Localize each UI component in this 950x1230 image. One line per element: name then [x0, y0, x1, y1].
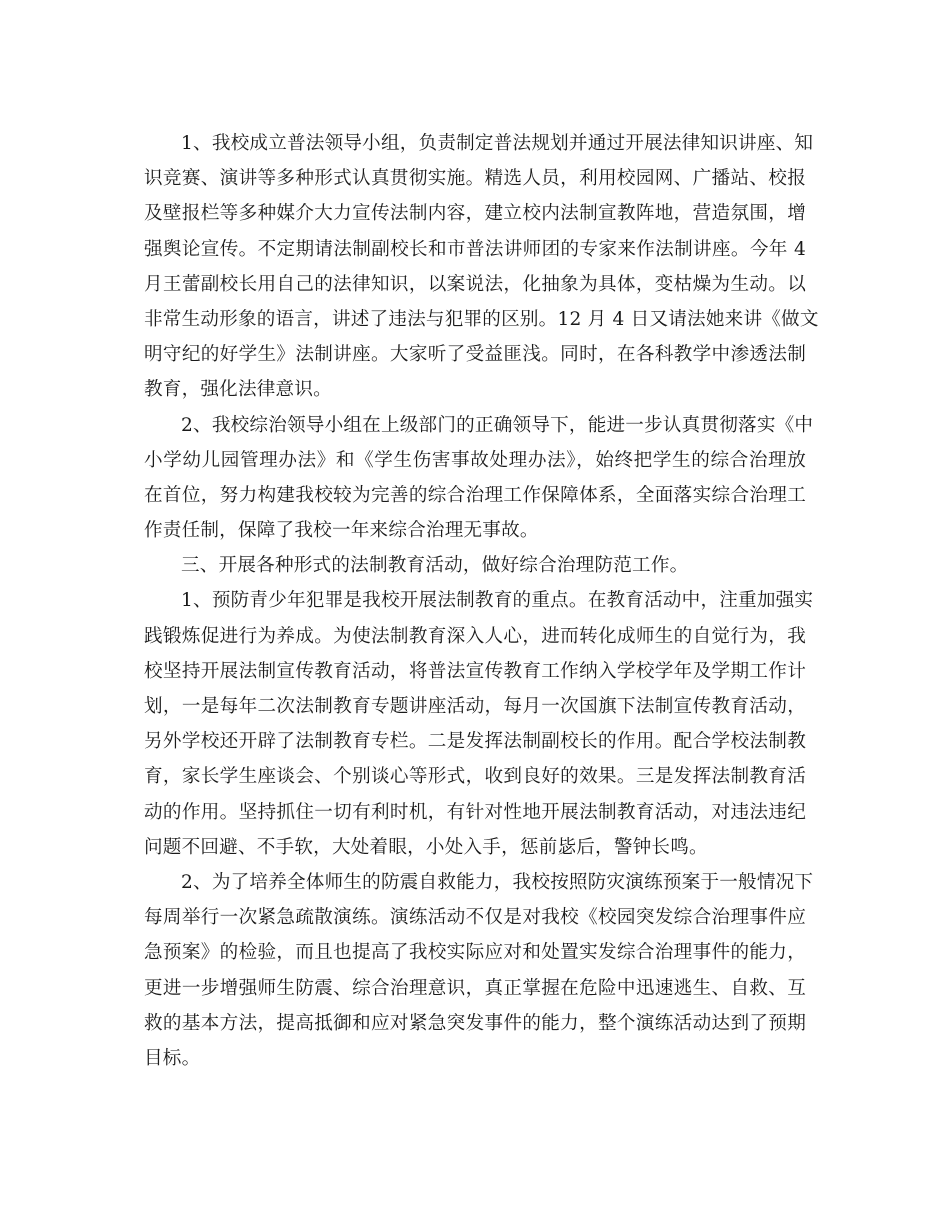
paragraph-line: 急预案》的检验，而且也提高了我校实际应对和处置实发综合治理事件的能力，	[144, 942, 806, 964]
paragraph-first-line: 三、开展各种形式的法制教育活动，做好综合治理防范工作。	[181, 555, 689, 577]
paragraph-line: 目标。	[144, 1047, 201, 1069]
paragraph-first-line: 2、我校综治领导小组在上级部门的正确领导下，能进一步认真贯彻落实《中	[181, 414, 814, 436]
paragraph-line: 明守纪的好学生》法制讲座。大家听了受益匪浅。同时，在各科教学中渗透法制	[144, 344, 806, 366]
paragraph-line: 动的作用。坚持抓住一切有利时机，有针对性地开展法制教育活动，对违法违纪	[144, 801, 806, 823]
paragraph-line: 作责任制，保障了我校一年来综合治理无事故。	[144, 520, 539, 542]
paragraph-line: 更进一步增强师生防震、综合治理意识，真正掌握在危险中迅速逃生、自救、互	[144, 977, 806, 999]
paragraph-line: 教育，强化法律意识。	[144, 379, 332, 401]
paragraph-line: 另外学校还开辟了法制教育专栏。二是发挥法制副校长的作用。配合学校法制教	[144, 731, 806, 753]
paragraph-line: 强舆论宣传。不定期请法制副校长和市普法讲师团的专家来作法制讲座。今年 4	[144, 238, 806, 260]
paragraph-line: 每周举行一次紧急疏散演练。演练活动不仅是对我校《校园突发综合治理事件应	[144, 907, 806, 929]
paragraph-line: 救的基本方法，提高抵御和应对紧急突发事件的能力，整个演练活动达到了预期	[144, 1012, 806, 1034]
paragraph-line: 划，一是每年二次法制教育专题讲座活动，每月一次国旗下法制宣传教育活动，	[144, 696, 806, 717]
paragraph-line: 及壁报栏等多种媒介大力宣传法制内容，建立校内法制宣教阵地，营造氛围，增	[144, 203, 806, 225]
paragraph-line: 非常生动形象的语言，讲述了违法与犯罪的区别。12 月 4 日又请法她来讲《做文	[144, 308, 819, 330]
paragraph-line: 践锻炼促进行为养成。为使法制教育深入人心，进而转化成师生的自觉行为，我	[144, 625, 806, 647]
paragraph-line: 小学幼儿园管理办法》和《学生伤害事故处理办法》，始终把学生的综合治理放	[144, 449, 806, 471]
paragraph-first-line: 2、为了培养全体师生的防震自救能力，我校按照防灾演练预案于一般情况下	[181, 871, 814, 893]
paragraph-first-line: 1、我校成立普法领导小组，负责制定普法规划并通过开展法律知识讲座、知	[181, 133, 814, 154]
paragraph-line: 在首位，努力构建我校较为完善的综合治理工作保障体系，全面落实综合治理工	[144, 484, 806, 506]
paragraph-first-line: 1、预防青少年犯罪是我校开展法制教育的重点。在教育活动中，注重加强实	[181, 590, 814, 612]
paragraph-line: 育，家长学生座谈会、个别谈心等形式，收到良好的效果。三是发挥法制教育活	[144, 766, 806, 788]
paragraph-line: 校坚持开展法制宣传教育活动，将普法宣传教育工作纳入学校学年及学期工作计	[144, 660, 806, 682]
paragraph-line: 问题不回避、不手软，大处着眼，小处入手，惩前毖后，警钟长鸣。	[144, 836, 708, 858]
paragraph-line: 识竞赛、演讲等多种形式认真贯彻实施。精选人员，利用校园网、广播站、校报	[144, 168, 806, 190]
paragraph-line: 月王蕾副校长用自己的法律知识，以案说法，化抽象为具体，变枯燥为生动。以	[144, 273, 806, 295]
document-body	[144, 126, 819, 1076]
